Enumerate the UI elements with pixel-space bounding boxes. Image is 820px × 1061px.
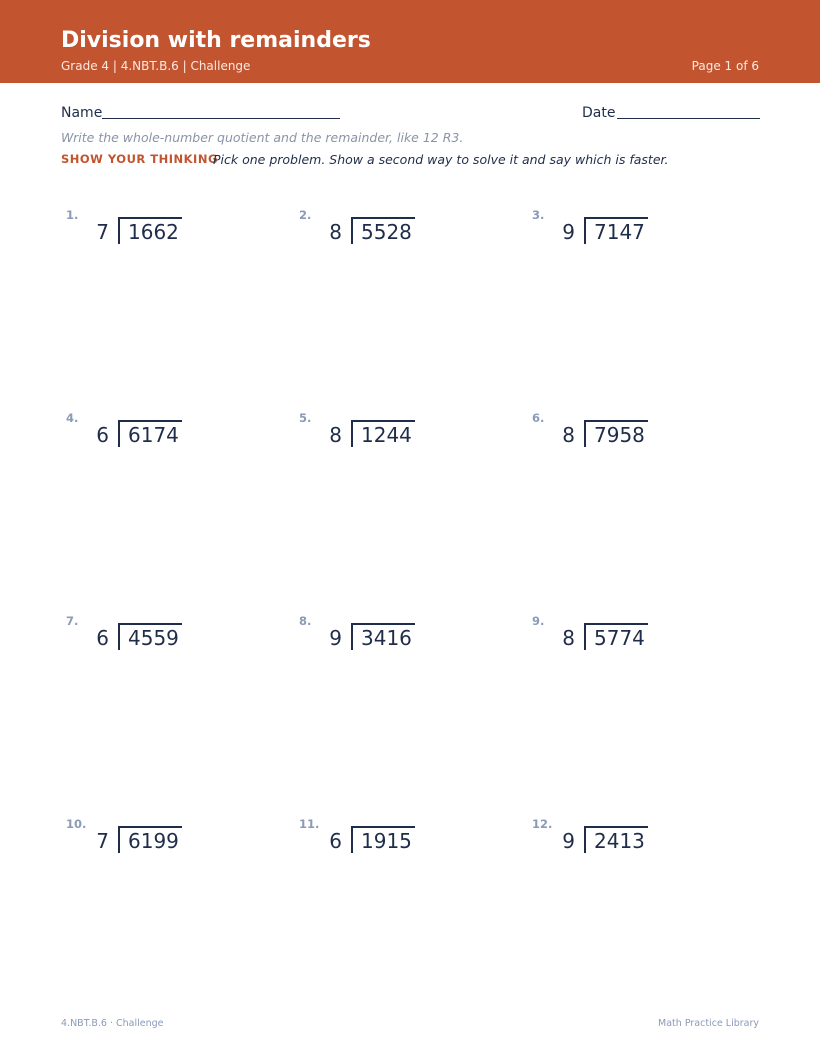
problem xyxy=(532,817,732,877)
problem-number: 8. xyxy=(299,614,312,628)
dividend: 6174 xyxy=(128,423,179,447)
divisor: 8 xyxy=(329,423,342,447)
dividend: 2413 xyxy=(594,829,645,853)
divisor: 8 xyxy=(562,423,575,447)
problem-number: 4. xyxy=(66,411,79,425)
problem xyxy=(299,411,499,471)
problem xyxy=(532,208,732,268)
problem-number: 12. xyxy=(532,817,553,831)
divisor: 6 xyxy=(96,423,109,447)
divisor: 7 xyxy=(96,220,109,244)
divisor: 8 xyxy=(329,220,342,244)
footer-standard: 4.NBT.B.6 · Challenge xyxy=(61,1018,164,1029)
dividend: 1915 xyxy=(361,829,412,853)
dividend: 1662 xyxy=(128,220,179,244)
problem xyxy=(66,208,266,268)
problem xyxy=(532,411,732,471)
header-banner xyxy=(0,0,820,83)
dividend: 3416 xyxy=(361,626,412,650)
dividend: 6199 xyxy=(128,829,179,853)
divisor: 6 xyxy=(329,829,342,853)
problem-number: 11. xyxy=(299,817,320,831)
dividend: 5528 xyxy=(361,220,412,244)
problem xyxy=(299,817,499,877)
dividend: 7958 xyxy=(594,423,645,447)
divisor: 9 xyxy=(562,220,575,244)
divisor: 7 xyxy=(96,829,109,853)
page-subtitle: Grade 4 | 4.NBT.B.6 | Challenge xyxy=(61,59,251,73)
date-label: Date xyxy=(582,105,616,121)
problem-number: 7. xyxy=(66,614,79,628)
problem-number: 6. xyxy=(532,411,545,425)
instructions: Write the whole-number quotient and the remainder, like 12 R3. xyxy=(61,130,464,145)
problem xyxy=(299,208,499,268)
problem-number: 2. xyxy=(299,208,312,222)
problem-number: 3. xyxy=(532,208,545,222)
divisor: 8 xyxy=(562,626,575,650)
page-title: Division with remainders xyxy=(61,28,371,53)
divisor: 9 xyxy=(329,626,342,650)
problem xyxy=(66,411,266,471)
footer-library: Math Practice Library xyxy=(658,1018,759,1029)
divisor: 6 xyxy=(96,626,109,650)
problem-number: 10. xyxy=(66,817,87,831)
name-label: Name xyxy=(61,105,103,121)
problem-number: 5. xyxy=(299,411,312,425)
problem xyxy=(299,614,499,674)
dividend: 5774 xyxy=(594,626,645,650)
show-thinking-label: SHOW YOUR THINKING xyxy=(61,152,218,166)
problem-number: 1. xyxy=(66,208,79,222)
page-number: Page 1 of 6 xyxy=(691,59,759,73)
dividend: 4559 xyxy=(128,626,179,650)
date-field[interactable] xyxy=(617,118,760,119)
problem xyxy=(66,817,266,877)
dividend: 7147 xyxy=(594,220,645,244)
problem xyxy=(532,614,732,674)
divisor: 9 xyxy=(562,829,575,853)
dividend: 1244 xyxy=(361,423,412,447)
problem xyxy=(66,614,266,674)
problem-number: 9. xyxy=(532,614,545,628)
show-thinking-text: Pick one problem. Show a second way to solve it and say which is faster. xyxy=(213,152,669,167)
name-field[interactable] xyxy=(102,118,340,119)
